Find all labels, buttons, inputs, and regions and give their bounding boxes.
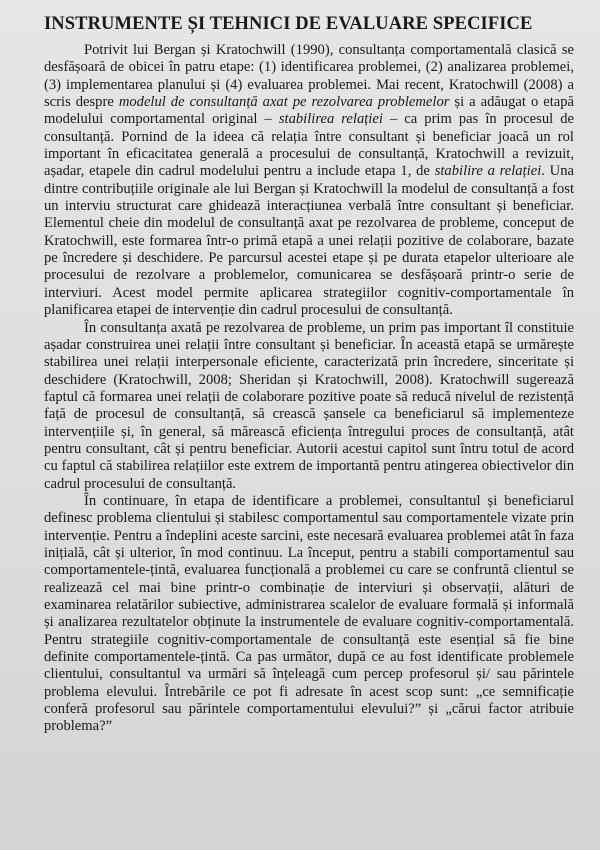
italic-term: stabilirea relației [278, 111, 383, 128]
text-run: În continuare, în etapa de identificare a problemei, consultantul și beneficiarul definesc problema clientului și stabilesc comportamentul sau comportamentele vizate prin intervenție. Pentru a îndeplini aceste sarcini, este necesară evaluarea problemei atât în faza inițială, cât și ulterior, în mod continuu. La început, pentru a stabili comportamentul sau comportamentele-țintă, evaluarea funcțională a problemei cu care se confruntă clientul se realizează cel mai bine printr-o combinație de interviuri și observații, alături de examinarea relatărilor subiective, administrarea scalelor de evaluare formală și informală și analizarea rezultatelor obținute la instrumentele de evaluare cognitiv-comportamentală. Pentru strategiile cognitiv-comportamentale de consultanță este esențial să fie bine definite comportamentele-țintă. Ca pas următor, după ce au fost identificate problemele clientului, consultantul va urmări să înțeleagă cum percep profesorul și/ sau părintele problema elevului. Întrebările ce pot fi adresate în acest scop sunt: „ce semnificație conferă profesorul sau părintele comportamentului elevului?” și „cărui factor atribuie problema?” [44, 492, 574, 735]
paragraph [44, 320, 574, 493]
text-run: și a adăugat o etapă modelului comportamental original – [44, 94, 575, 128]
paragraph [44, 493, 574, 736]
italic-term: stabilire a relației [434, 163, 542, 180]
italic-term: modelul de consultanță axat pe rezolvarea problemelor [118, 94, 450, 111]
text-run: – ca prim pas în procesul de consultanță. Pornind de la ideea că relația între consultant și beneficiar joacă un rol important în eficacitatea generală a procesului de consultanță, Kratochwill a revizuit, așadar, etapele din cadrul modelului pentru a include etapa 1, de [44, 111, 574, 180]
section-title: INSTRUMENTE ȘI TEHNICI DE EVALUARE SPECIFICE [44, 14, 533, 34]
body-text [44, 42, 574, 736]
text-run: . Una dintre contribuțiile originale ale lui Bergan și Kratochwill la modelul de consultanță a fost un interviu structurat care ghidează interacțiunea verbală între consultant și beneficiar. Elementul cheie din modelul de consultanță axat pe rezolvarea de probleme, conceput de Kratochwill, este formarea într-o primă etapă a unei relații pozitive de colaborare, bazate pe încredere și deschidere. Pe parcursul acestei etape și pe durata etapelor ulterioare ale procesului de rezolvare a problemelor, comunicarea se desfășoară printr-o serie de interviuri. Acest model permite aplicarea strategiilor cognitiv-comportamentale în planificarea etapei de intervenție din cadrul procesului de consultanță. [44, 163, 574, 319]
text-run: În consultanța axată pe rezolvarea de probleme, un prim pas important îl constituie așadar construirea unei relații între consultant și beneficiar. În această etapă se urmărește stabilirea unei relații interpersonale eficiente, caracterizată prin încredere, sinceritate și deschidere (Kratochwill, 2008; Sheridan și Kratochwill, 2008). Kratochwill sugerează faptul că formarea unei relații de colaborare pozitive poate să reducă nivelul de rezistență față de procesul de consultanță, să crească șansele ca beneficiarul să implementeze intervențiile și, în general, să mărească eficiența întregului proces de consultanță, atât pentru consultant, cât și pentru beneficiar. Autorii acestui capitol sunt întru totul de acord cu faptul că stabilirea relațiilor este extrem de importantă pentru atingerea obiectivelor din cadrul procesului de consultanță. [44, 319, 574, 492]
paragraph [44, 42, 574, 320]
text-run: Potrivit lui Bergan și Kratochwill (1990), consultanța comportamentală clasică se desfășoară de obicei în patru etape: (1) identificarea problemei, (2) analizarea problemei, (3) implementarea planului și (4) evaluarea problemei. Mai recent, Kratochwill (2008) a scris despre [44, 42, 574, 111]
